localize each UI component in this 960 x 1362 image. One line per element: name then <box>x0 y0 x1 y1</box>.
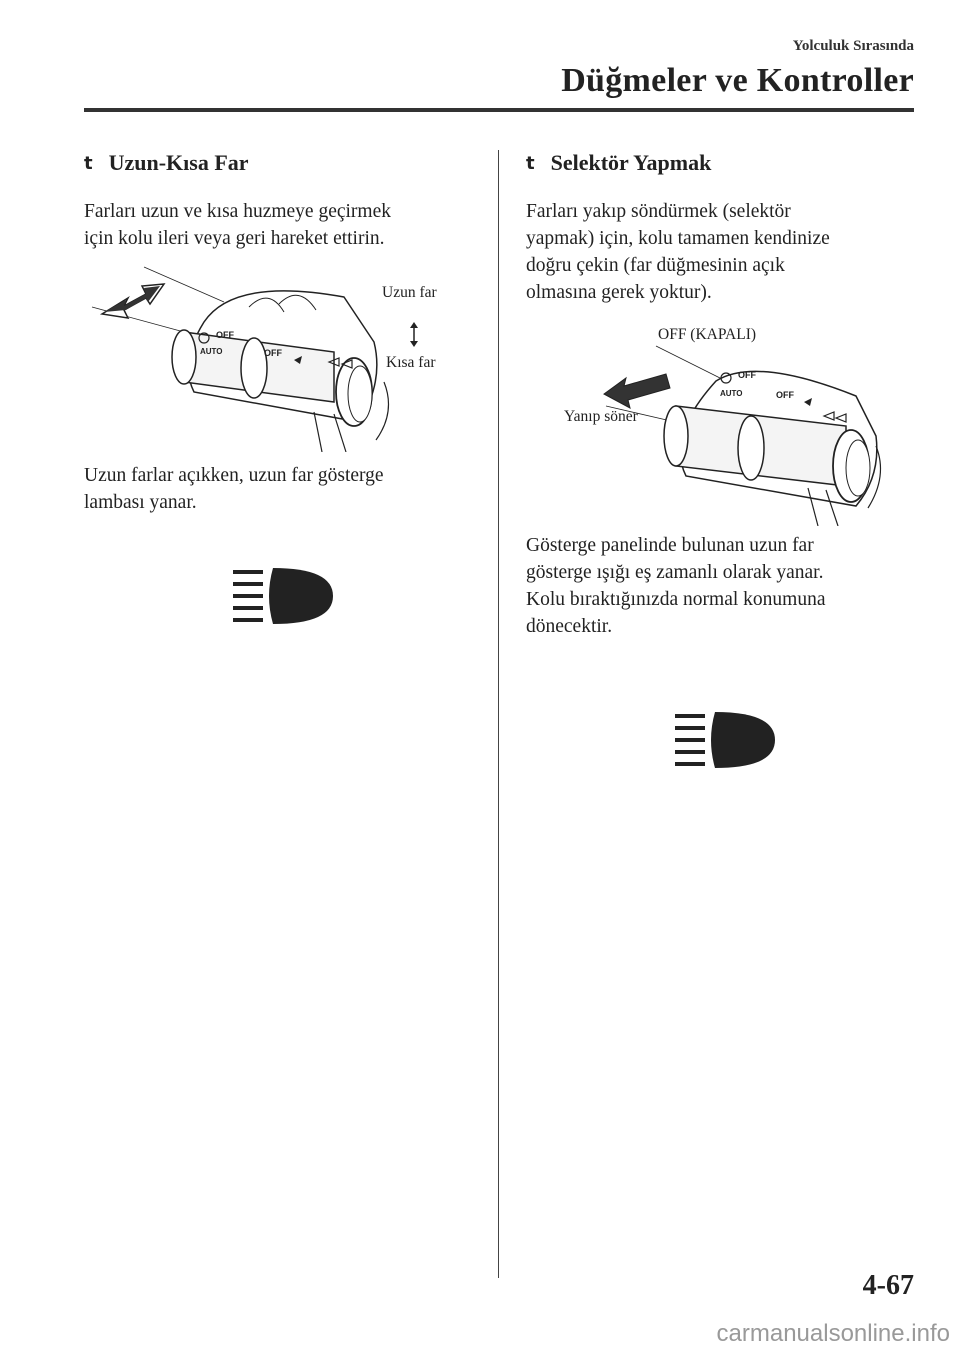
body-paragraph <box>84 462 484 516</box>
lever-illustration <box>526 326 926 526</box>
section-title: Uzun-Kısa Far <box>108 150 249 175</box>
text-line: doğru çekin (far düğmesinin açık <box>526 255 785 276</box>
text-line: olmasına gerek yoktur). <box>526 282 712 303</box>
high-beam-indicator-icon <box>671 708 781 772</box>
lever-mark: AUTO <box>720 389 743 398</box>
watermark: carmanualsonline.info <box>716 1320 950 1347</box>
text-line: Uzun farlar açıkken, uzun far gösterge <box>84 465 384 486</box>
text-line: gösterge ışığı eş zamanlı olarak yanar. <box>526 562 824 583</box>
lever-mark: OFF <box>776 390 794 400</box>
indicator-wrapper <box>84 564 484 628</box>
lever-mark: OFF <box>216 330 234 340</box>
text-line: Farları uzun ve kısa huzmeye geçirmek <box>84 201 392 222</box>
left-arrow-icon <box>604 374 670 408</box>
label-flash: Yanıp söner <box>564 408 638 425</box>
section-heading-flash <box>526 150 926 176</box>
lever-mark: OFF <box>264 348 282 358</box>
text-line: Gösterge panelinde bulunan uzun far <box>526 535 814 556</box>
bullet-icon: t <box>84 152 93 174</box>
right-column <box>526 150 926 772</box>
text-line: Kolu bıraktığınızda normal konumuna <box>526 589 826 610</box>
page-title: Düğmeler ve Kontroller <box>561 62 914 99</box>
label-low-beam: Kısa far <box>386 354 436 371</box>
left-column <box>84 150 484 628</box>
text-line: Farları yakıp söndürmek (selektör <box>526 201 791 222</box>
text-line: için kolu ileri veya geri hareket ettirin. <box>84 228 385 249</box>
text-line: yapmak) için, kolu tamamen kendinize <box>526 228 830 249</box>
high-beam-indicator-icon <box>229 564 339 628</box>
double-arrow-icon <box>102 284 164 318</box>
text-line: dönecektir. <box>526 616 613 637</box>
label-high-beam: Uzun far <box>382 284 437 301</box>
header-subtitle: Yolculuk Sırasında <box>792 38 914 54</box>
section-title: Selektör Yapmak <box>550 150 712 175</box>
header-rule <box>84 108 914 112</box>
body-paragraph <box>526 532 926 640</box>
lever-mark: AUTO <box>200 347 223 356</box>
bullet-icon: t <box>526 152 535 174</box>
label-off: OFF (KAPALI) <box>658 326 757 343</box>
intro-paragraph <box>526 198 926 306</box>
section-heading-high-low-beam <box>84 150 484 176</box>
indicator-wrapper <box>526 708 926 772</box>
lever-figure-high-low <box>84 262 484 452</box>
lever-mark: OFF <box>738 370 756 380</box>
intro-paragraph <box>84 198 484 252</box>
column-divider <box>498 150 499 1278</box>
page-number: 4-67 <box>862 1270 914 1301</box>
lever-figure-flash <box>526 326 926 526</box>
text-line: lambası yanar. <box>84 492 197 513</box>
